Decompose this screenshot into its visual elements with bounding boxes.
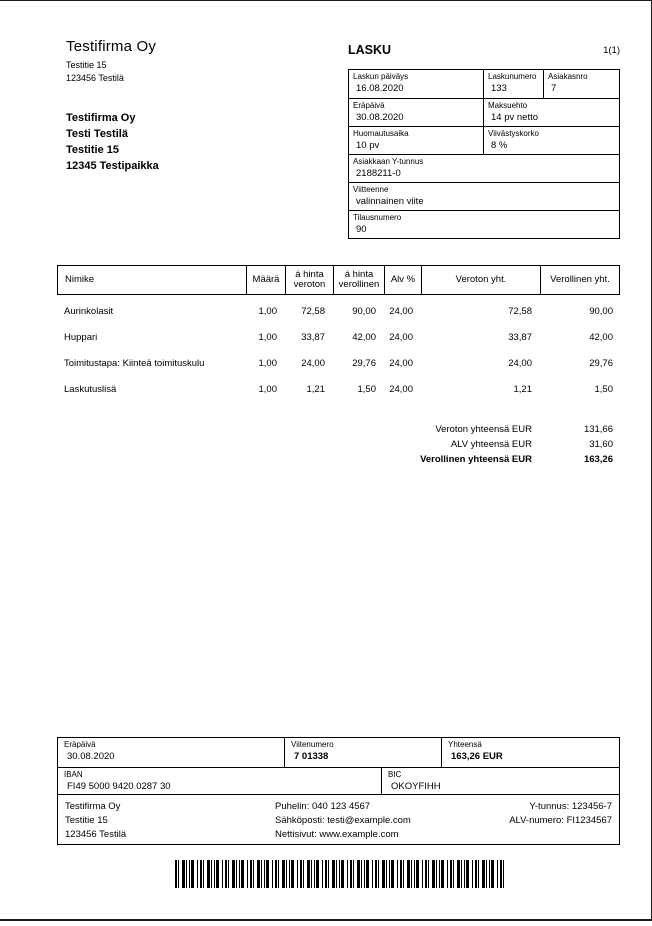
column-header-vat: Alv %: [384, 266, 421, 294]
field-customer-business-id: Asiakkaan Y-tunnus 2188211-0: [353, 157, 424, 179]
field-your-reference: Viitteenne valinnainen viite: [353, 185, 424, 207]
items-table-header: [57, 265, 620, 295]
total-gross-row: Verollinen yhteensä EUR 163,26: [420, 454, 613, 465]
sender-address-line: Testitie 15: [66, 60, 107, 70]
recipient-line: Testitie 15: [66, 144, 119, 156]
field-payment-due-date: Eräpäivä 30.08.2020: [64, 740, 115, 762]
footer-contact-block: [275, 800, 452, 844]
footer-contact-row: [58, 794, 619, 844]
field-customer-number: Asiakasnro 7: [543, 70, 619, 98]
details-row: [349, 70, 619, 98]
barcode-image: [175, 860, 505, 888]
field-order-number: Tilausnumero 90: [353, 213, 402, 235]
total-net-row: Veroton yhteensä EUR 131,66: [435, 424, 613, 435]
field-payment-total: Yhteensä 163,26 EUR: [441, 738, 619, 767]
items-table-body: [57, 295, 620, 402]
recipient-line: Testifirma Oy: [66, 112, 136, 124]
payment-row: [58, 738, 619, 767]
column-header-name: Nimike: [65, 273, 95, 285]
column-header-total-net: Veroton yht.: [421, 266, 540, 294]
column-header-total-gross: Verollinen yht.: [540, 266, 619, 294]
details-row: [349, 154, 619, 182]
field-reference-number: Viitenumero 7 01338: [284, 738, 441, 767]
details-row: [349, 210, 619, 238]
item-name: Huppari: [64, 331, 98, 343]
totals-block: [300, 422, 613, 467]
footer-company-block: [65, 800, 275, 844]
details-row: [349, 126, 619, 154]
table-row: Toimitustapa: Kiinteä toimituskulu 1,00 24,00 29,76 24,00 24,00 29,76: [57, 350, 620, 376]
item-name: Laskutuslisä: [64, 383, 117, 395]
page-indicator: 1(1): [603, 45, 620, 56]
field-complaint-period: Huomautusaika 10 pv: [353, 129, 409, 151]
field-invoice-number: Laskunumero 133: [483, 70, 543, 98]
invoice-details-table: [348, 69, 620, 239]
field-late-interest: Viivästyskorko 8 %: [483, 127, 619, 154]
table-row: Laskutuslisä 1,00 1,21 1,50 24,00 1,21 1,50: [57, 376, 620, 402]
footer-company-line: Testifirma Oy: [65, 801, 121, 812]
footer-ids-block: [452, 800, 612, 844]
details-row: [349, 182, 619, 210]
field-due-date: Eräpäivä 30.08.2020: [353, 101, 404, 123]
footer-contact-line: Puhelin: 040 123 4567: [275, 801, 371, 812]
footer-contact-line: Nettisivut: www.example.com: [275, 829, 399, 840]
recipient-line: Testi Testilä: [66, 128, 128, 140]
table-row: Aurinkolasit 1,00 72,58 90,00 24,00 72,58 90,00: [57, 298, 620, 324]
field-payment-term: Maksuehto 14 pv netto: [483, 99, 619, 126]
field-iban: IBAN FI49 5000 9420 0287 30: [64, 770, 171, 792]
item-name: Toimitustapa: Kiinteä toimituskulu: [64, 357, 205, 369]
footer-contact-line: Sähköposti: testi@example.com: [275, 815, 411, 826]
column-header-unit-gross: á hinta verollinen: [333, 266, 384, 294]
footer-id-line: Y-tunnus: 123456-7: [529, 801, 612, 812]
sender-block: [66, 38, 156, 84]
payment-row: [58, 767, 619, 794]
recipient-line: 12345 Testipaikka: [66, 160, 159, 172]
total-vat-row: ALV yhteensä EUR 31,60: [450, 439, 613, 450]
footer-company-line: Testitie 15: [65, 815, 108, 826]
field-bic: BIC OKOYFIHH: [381, 768, 619, 794]
table-row: Huppari 1,00 33,87 42,00 24,00 33,87 42,00: [57, 324, 620, 350]
sender-address-line: 123456 Testilä: [66, 72, 124, 83]
sender-name: Testifirma Oy: [66, 38, 157, 55]
field-invoice-date: Laskun päiväys 16.08.2020: [353, 72, 409, 94]
column-header-unit-net: á hinta veroton: [285, 266, 333, 294]
payment-slip: [57, 737, 620, 845]
footer-id-line: ALV-numero: FI1234567: [509, 815, 612, 826]
footer-company-line: 123456 Testilä: [65, 829, 127, 840]
details-row: [349, 98, 619, 126]
column-header-qty: Määrä: [246, 266, 285, 294]
recipient-block: [66, 110, 159, 174]
item-name: Aurinkolasit: [64, 305, 114, 317]
document-title: LASKU: [348, 43, 392, 57]
